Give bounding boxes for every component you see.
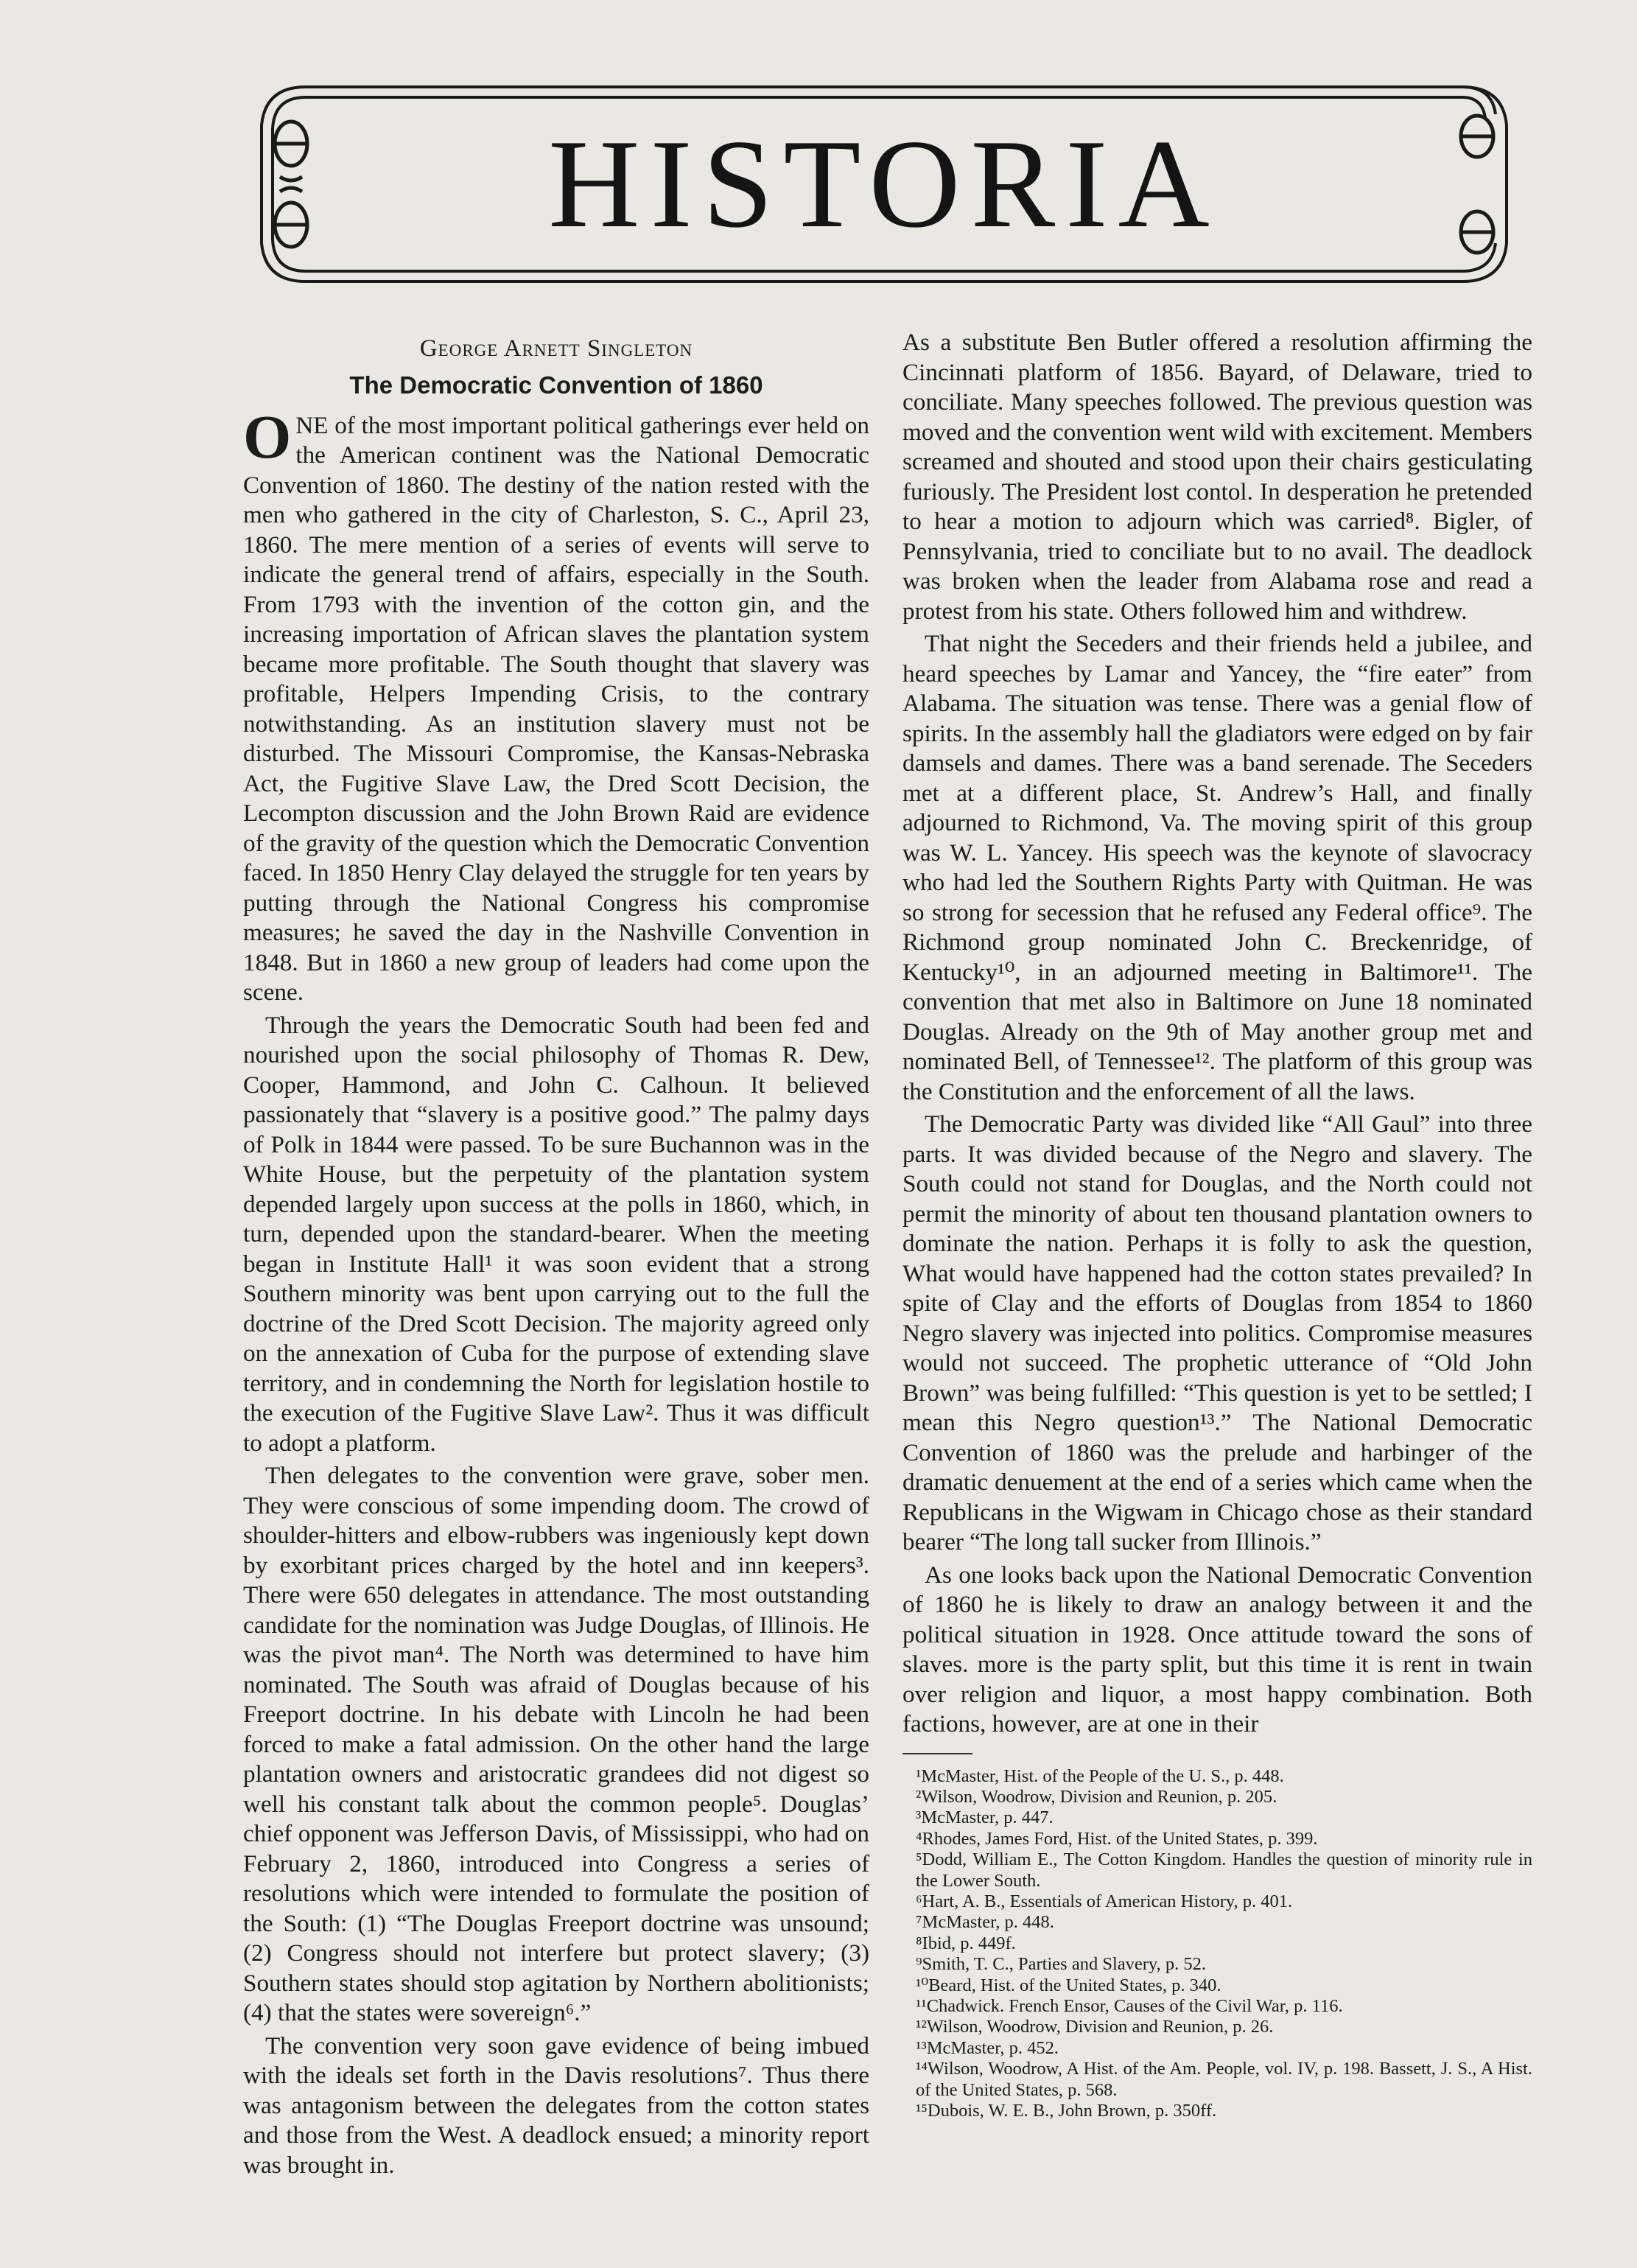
article-paragraph: As one looks back upon the National Democratic Convention of 1860 he is likely to draw an analogy between it and the political situation in 1928. Once attitude toward the sons of slaves. more is the party split, but this time it is rent in twain over religion and liquor, a most happy combination. Both factions, however, are at one in their [902,1561,1532,1737]
footnote: ²Wilson, Woodrow, Division and Reunion, p. 205. [916,1786,1277,1807]
article-paragraph: Through the years the Democratic South had been fed and nourished upon the social philosophy of Thomas R. Dew, Cooper, Hammond, and John C. Calhoun. It believed passionately that “slavery is a positive good.” The palmy days of Polk in 1844 were passed. To be sure Buchannon was in the White House, but the perpetuity of the plantation system depended largely upon success at the polls in 1860, which, in turn, depended upon the standard-bearer. When the meeting began in Institute Hall¹ it was soon evident that a strong Southern minority was bent upon carrying out to the full the doctrine of the Dred Scott Decision. The majority agreed only on the annexation of Cuba for the purpose of extending slave territory, and in condemning the North for legislation hostile to the execution of the Fugitive Slave Law². Thus it was difficult to adopt a platform. [243,1011,869,1457]
footnote: ⁴Rhodes, James Ford, Hist. of the United States, p. 399. [916,1828,1318,1849]
footnote: ¹²Wilson, Woodrow, Division and Reunion, p. 26. [916,2017,1274,2037]
article-paragraph: As a substitute Ben Butler offered a resolution affirming the Cincinnati platform of 1856. Bayard, of Delaware, tried to conciliate. Many speeches followed. The previous question was moved and the convention went wild with excitement. Members screamed and shouted and stood upon their chairs gesticulating furiously. The President lost contol. In desperation he pretended to hear a motion to adjourn which was carried⁸. Bigler, of Pennsylvania, tried to conciliate but to no avail. The deadlock was broken when the leader from Alabama rose and read a protest from his state. Others followed him and withdrew. [902,329,1532,625]
masthead-title: HISTORIA [548,114,1220,254]
footnote: ⁵Dodd, William E., The Cotton Kingdom. Handles the question of minority rule in the Lower South. [916,1849,1532,1891]
footnote: ¹⁴Wilson, Woodrow, A Hist. of the Am. People, vol. IV, p. 198. Bassett, J. S., A Hist. of the United States, p. 568. [916,2059,1532,2100]
footnote: ⁸Ibid, p. 449f. [916,1933,1016,1953]
footnote: ¹⁰Beard, Hist. of the United States, p. 340. [916,1975,1221,1995]
article-paragraph: The Democratic Party was divided like “All Gaul” into three parts. It was divided because of the Negro and slavery. The South could not stand for Douglas, and the North could not permit the minority of about ten thousand plantation owners to dominate the nation. Perhaps it is folly to ask the question, What would have happened had the cotton states prevailed? In spite of Clay and the efforts of Douglas from 1854 to 1860 Negro slavery was injected into politics. Compromise measures would not succeed. The prophetic utterance of “Old John Brown” was being fulfilled: “This question is yet to be settled; I mean this Negro question¹³.” The National Democratic Convention of 1860 was the prelude and harbinger of the dramatic denuement at the end of a series which came when the Republicans in the Wigwam in Chicago chose as their standard bearer “The long tall sucker from Illinois.” [902,1110,1532,1555]
article-column-left [243,328,869,2180]
article-paragraph: The convention very soon gave evidence of being imbued with the ideals set forth in the Davis resolutions⁷. Thus there was antagonism between the delegates from the cotton states and those from the West. A deadlock ensued; a minority report was brought in. [243,2031,869,2179]
footnote: ¹⁵Dubois, W. E. B., John Brown, p. 350ff. [916,2101,1217,2121]
footnote: ³McMaster, p. 447. [916,1807,1054,1828]
footnote: ⁶Hart, A. B., Essentials of American History, p. 401. [916,1891,1293,1911]
footnote: ¹¹Chadwick. French Ensor, Causes of the Civil War, p. 116. [916,1995,1343,2016]
article-paragraph: That night the Seceders and their friends held a jubilee, and heard speeches by Lamar and Yancey, the “fire eater” from Alabama. The situation was tense. There was a genial flow of spirits. In the assembly hall the gladiators were edged on by fair damsels and dames. There was a band serenade. The Seceders met at a different place, St. Andrew’s Hall, and finally adjourned to Richmond, Va. The moving spirit of this group was W. L. Yancey. His speech was the keynote of slavocracy who had led the Southern Rights Party with Quitman. He was so strong for secession that he refused any Federal office⁹. The Richmond group nominated John C. Breckenridge, of Kentucky¹⁰, in an adjourned meeting in Baltimore¹¹. The convention that met also in Baltimore on June 18 nominated Douglas. Already on the 9th of May another group met and nominated Bell, of Tennessee¹². The platform of this group was the Constitution and the enforcement of all the laws. [902,630,1532,1105]
footnote: ¹McMaster, Hist. of the People of the U. S., p. 448. [916,1765,1284,1786]
article-title: The Democratic Convention of 1860 [349,371,763,399]
article-paragraph: Then delegates to the convention were grave, sober men. They were conscious of some impending doom. The crowd of shoulder-hitters and elbow-rubbers was ingeniously kept down by exorbitant prices charged by the hotel and inn keepers³. There were 650 delegates in attendance. The most outstanding candidate for the nomination was Judge Douglas, of Illinois. He was the pivot man⁴. The North was determined to have him nominated. The South was afraid of Douglas because of his Freeport doctrine. In his debate with Lincoln he had been forced to make a fatal admission. On the other hand the large plantation owners and aristocratic grandees did not digest so well his constant talk about the common people⁵. Douglas’ chief opponent was Jefferson Davis, of Mississippi, who had on February 2, 1860, introduced into Congress a series of resolutions which were intended to formulate the position of the South: (1) “The Douglas Freeport doctrine was unsound; (2) Congress should not interfere but protect slavery; (3) Southern states should stop agitation by Northern abolitionists; (4) that the states were sovereign⁶.” [243,1462,869,2026]
footnote: ¹³McMaster, p. 452. [916,2037,1059,2058]
footnote-divider [902,1753,972,1754]
footnote: ⁹Smith, T. C., Parties and Slavery, p. 52. [916,1954,1206,1975]
article-paragraph: ONE of the most important political gatherings ever held on the American continent was the National Democratic Convention of 1860. The destiny of the nation rested with the men who gathered in the city of Charleston, S. C., April 23, 1860. The mere mention of a series of events will serve to indicate the general trend of affairs, especially in the South. From 1793 with the invention of the cotton gin, and the increasing importation of African slaves the plantation system became more profitable. The South thought that slavery was profitable, Helpers Impending Crisis, to the contrary notwithstanding. As an institution slavery must not be disturbed. The Missouri Compromise, the Kansas-Nebraska Act, the Fugitive Slave Law, the Dred Scott Decision, the Lecompton discussion and the John Brown Raid are evidence of the gravity of the question which the Democratic Convention faced. In 1850 Henry Clay delayed the struggle for ten years by putting through the National Congress his compromise measures; he saved the day in the Nashville Convention in 1848. But in 1860 a new group of leaders had come upon the scene. [243,402,869,1006]
article-column-right [902,328,1532,2121]
article-author: George Arnett Singleton [419,335,693,362]
footnote: ⁷McMaster, p. 448. [916,1912,1054,1933]
footnotes [902,1766,1532,2122]
drop-cap: O [243,402,292,472]
